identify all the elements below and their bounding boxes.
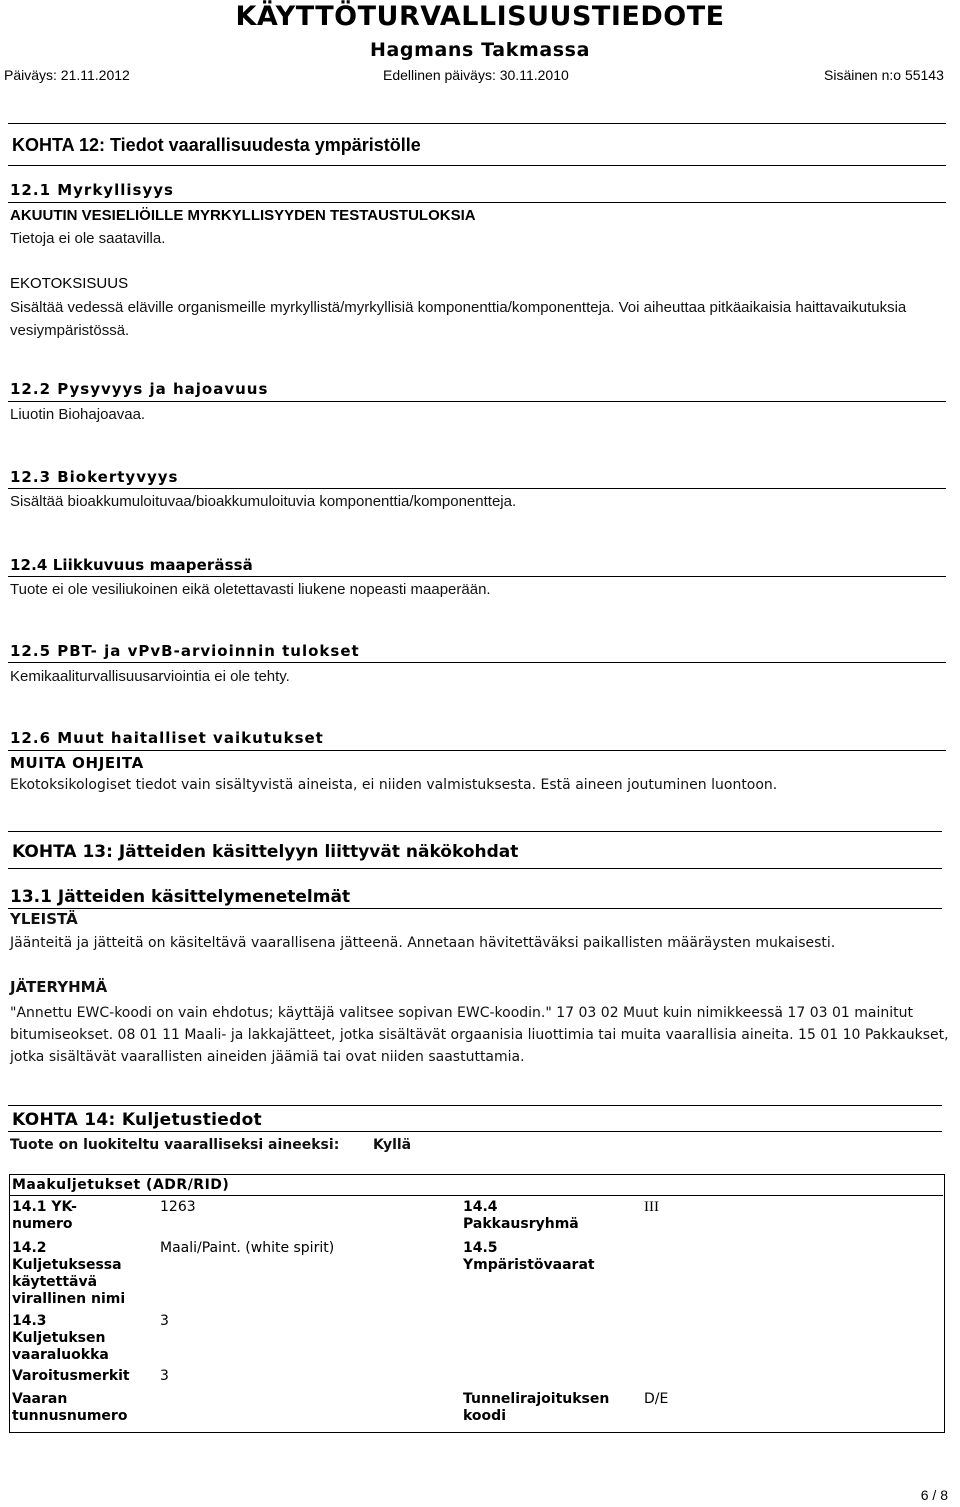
hazard-class-value: 3 xyxy=(160,1313,169,1329)
table-caption: Maakuljetukset (ADR/RID) xyxy=(12,1177,230,1193)
subsection-12-6-rule xyxy=(8,750,946,751)
subsection-12-3-rule xyxy=(8,488,946,489)
subsection-12-4-rule xyxy=(8,576,946,577)
section-14-rule xyxy=(8,1131,942,1132)
warning-labels-value: 3 xyxy=(160,1368,169,1384)
section-13-top-rule xyxy=(8,831,942,832)
shipping-name-label: 14.2 Kuljetuksessa käytettävä virallinen nimi xyxy=(12,1240,126,1307)
other-info-text: Ekotoksikologiset tiedot vain sisältyvistä aineista, ei niiden valmistuksesta. Estä aineen joutuminen luontoon. xyxy=(10,777,778,793)
subsection-12-2-title: 12.2 Pysyvyys ja hajoavuus xyxy=(10,380,269,398)
hazard-id-label: Vaaran tunnusnumero xyxy=(12,1391,128,1424)
section-13-title: KOHTA 13: Jätteiden käsittelyyn liittyvät näkökohdat xyxy=(12,842,519,862)
subsection-12-4-title: 12.4 Liikkuvuus maaperässä xyxy=(10,556,253,574)
tunnel-code-label: Tunnelirajoituksen koodi xyxy=(463,1391,610,1424)
acute-toxicity-heading: AKUUTIN VESIELIÖILLE MYRKYLLISYYDEN TESTAUSTULOKSIA xyxy=(10,207,476,224)
un-number-label: 14.1 YK-numero xyxy=(12,1199,77,1232)
packing-group-value: III xyxy=(644,1199,659,1215)
subsection-12-1-rule xyxy=(8,202,946,203)
packing-group-label: 14.4 Pakkausryhmä xyxy=(463,1199,579,1232)
document-title: KÄYTTÖTURVALLISUUSTIEDOTE xyxy=(235,1,725,32)
classified-label: Tuote on luokiteltu vaaralliseksi aineeksi: xyxy=(10,1137,340,1153)
other-info-heading: MUITA OHJEITA xyxy=(10,754,144,772)
subsection-12-5-title: 12.5 PBT- ja vPvB-arvioinnin tulokset xyxy=(10,642,360,660)
shipping-name-value: Maali/Paint. (white spirit) xyxy=(160,1240,335,1256)
section-14-top-rule xyxy=(8,1105,942,1106)
subsection-12-3-title: 12.3 Biokertyvyys xyxy=(10,468,179,486)
tunnel-code-value: D/E xyxy=(644,1391,669,1407)
ecotoxicity-text: Sisältää vedessä eläville organismeille myrkyllistä/myrkyllisiä komponenttia/komponentteja. Voi aiheuttaa pitkäaikaisia haittavaikutuksia vesiympäristössä. xyxy=(10,299,907,339)
environmental-hazards-label: 14.5 Ympäristövaarat xyxy=(463,1240,595,1273)
hazard-class-label: 14.3 Kuljetuksen vaaraluokka xyxy=(12,1313,109,1363)
subsection-12-4-text: Tuote ei ole vesiliukoinen eikä oletettavasti liukene nopeasti maaperään. xyxy=(10,581,491,598)
company-name: Hagmans Takmassa xyxy=(369,39,591,61)
section-13-rule xyxy=(8,868,942,869)
subsection-12-1-title: 12.1 Myrkyllisyys xyxy=(10,181,174,199)
subsection-12-6-title: 12.6 Muut haitalliset vaikutukset xyxy=(10,729,324,747)
waste-group-heading: JÄTERYHMÄ xyxy=(10,978,108,996)
previous-date: Edellinen päiväys: 30.11.2010 xyxy=(383,67,569,83)
warning-labels-label: Varoitusmerkit xyxy=(12,1368,130,1384)
subsection-12-5-rule xyxy=(8,662,946,663)
subsection-13-1-rule xyxy=(8,908,942,909)
general-text: Jäänteitä ja jätteitä on käsiteltävä vaarallisena jätteenä. Annetaan hävitettäväksi paikallisten määräysten mukaisesti. xyxy=(10,935,836,951)
un-number-value: 1263 xyxy=(160,1199,196,1215)
section-14-title: KOHTA 14: Kuljetustiedot xyxy=(12,1110,262,1130)
internal-number: Sisäinen n:o 55143 xyxy=(824,67,944,83)
subsection-12-2-rule xyxy=(8,401,946,402)
subsection-12-3-text: Sisältää bioakkumuloituvaa/bioakkumuloituvia komponenttia/komponentteja. xyxy=(10,493,517,510)
subsection-12-5-text: Kemikaaliturvallisuusarviointia ei ole tehty. xyxy=(10,668,290,685)
classified-value: Kyllä xyxy=(373,1137,412,1153)
acute-toxicity-text: Tietoja ei ole saatavilla. xyxy=(10,230,166,247)
section-12-top-rule xyxy=(8,123,946,124)
ecotoxicity-heading: EKOTOKSISUUS xyxy=(10,275,129,292)
page-number: 6 / 8 xyxy=(920,1487,948,1503)
table-caption-rule xyxy=(10,1195,943,1196)
date: Päiväys: 21.11.2012 xyxy=(4,67,130,83)
section-12-title: KOHTA 12: Tiedot vaarallisuudesta ympäristölle xyxy=(12,135,421,155)
waste-group-text: "Annettu EWC-koodi on vain ehdotus; käyttäjä valitsee sopivan EWC-koodin." 17 03 02 Muut kuin nimikkeessä 17 03 01 mainitut bitumiseokset. 08 01 11 Maali- ja lakkajätteet, jotka sisältävät orgaanisia liuottimia tai muita vaarallisia aineita. 15 01 10 Pakkaukset, jotka sisältävät vaarallisten aineiden jäämiä tai ovat niiden saastuttamia. xyxy=(10,1005,949,1065)
subsection-13-1-title: 13.1 Jätteiden käsittelymenetelmät xyxy=(10,887,351,907)
general-heading: YLEISTÄ xyxy=(10,910,78,928)
subsection-12-2-text: Liuotin Biohajoavaa. xyxy=(10,406,146,423)
section-12-rule xyxy=(8,165,946,166)
